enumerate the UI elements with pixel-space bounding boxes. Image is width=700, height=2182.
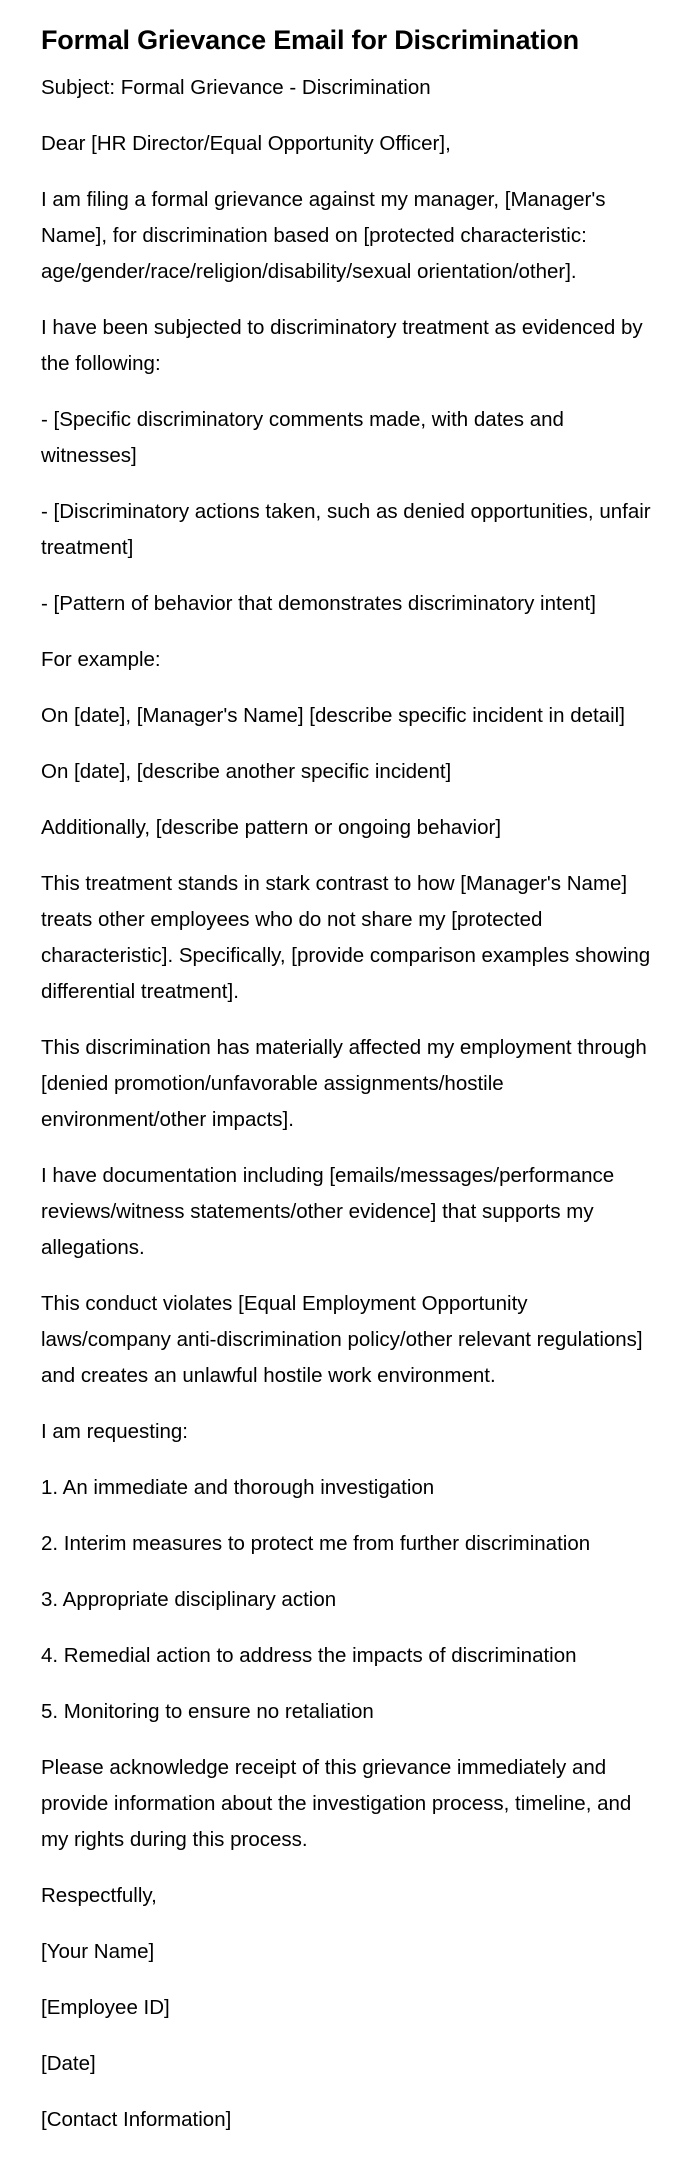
email-document	[41, 22, 661, 2138]
comparison-paragraph: This treatment stands in stark contrast to how [Manager's Name] treats other employees who do not share my [protected characteristic]. Specifically, [provide comparison examples showing differential treatment].	[41, 872, 651, 1003]
request-item: 3. Appropriate disciplinary action	[41, 1588, 337, 1611]
signature-employee-id: [Employee ID]	[41, 1996, 170, 2019]
sign-off: Respectfully,	[41, 1884, 157, 1907]
signature-contact: [Contact Information]	[41, 2108, 232, 2131]
evidence-item: - [Specific discriminatory comments made, with dates and witnesses]	[41, 408, 564, 467]
incident-paragraph: On [date], [describe another specific incident]	[41, 760, 452, 783]
violation-paragraph: This conduct violates [Equal Employment Opportunity laws/company anti-discrimination policy/other relevant regulations] and creates an unlawful hostile work environment.	[41, 1292, 643, 1387]
impact-paragraph: This discrimination has materially affected my employment through [denied promotion/unfavorable assignments/hostile environment/other impacts].	[41, 1036, 647, 1131]
evidence-item: - [Discriminatory actions taken, such as denied opportunities, unfair treatment]	[41, 500, 651, 559]
evidence-item: - [Pattern of behavior that demonstrates discriminatory intent]	[41, 592, 596, 615]
intro-paragraph: I am filing a formal grievance against my manager, [Manager's Name], for discrimination based on [protected characteristic: age/gender/race/religion/disability/sexual orientation/other].	[41, 188, 606, 283]
document-title: Formal Grievance Email for Discrimination	[41, 25, 579, 55]
request-item: 5. Monitoring to ensure no retaliation	[41, 1700, 374, 1723]
requests-heading: I am requesting:	[41, 1420, 188, 1443]
signature-name: [Your Name]	[41, 1940, 155, 1963]
signature-date: [Date]	[41, 2052, 96, 2075]
salutation: Dear [HR Director/Equal Opportunity Officer],	[41, 132, 451, 155]
pattern-paragraph: Additionally, [describe pattern or ongoing behavior]	[41, 816, 502, 839]
example-heading: For example:	[41, 648, 161, 671]
documentation-paragraph: I have documentation including [emails/messages/performance reviews/witness statements/other evidence] that supports my allegations.	[41, 1164, 615, 1259]
request-item: 4. Remedial action to address the impacts of discrimination	[41, 1644, 577, 1667]
closing-paragraph: Please acknowledge receipt of this grievance immediately and provide information about the investigation process, timeline, and my rights during this process.	[41, 1756, 632, 1851]
incident-paragraph: On [date], [Manager's Name] [describe specific incident in detail]	[41, 704, 625, 727]
subject-line: Subject: Formal Grievance - Discrimination	[41, 76, 431, 99]
request-item: 2. Interim measures to protect me from further discrimination	[41, 1532, 591, 1555]
request-item: 1. An immediate and thorough investigation	[41, 1476, 435, 1499]
evidence-intro: I have been subjected to discriminatory treatment as evidenced by the following:	[41, 316, 643, 375]
